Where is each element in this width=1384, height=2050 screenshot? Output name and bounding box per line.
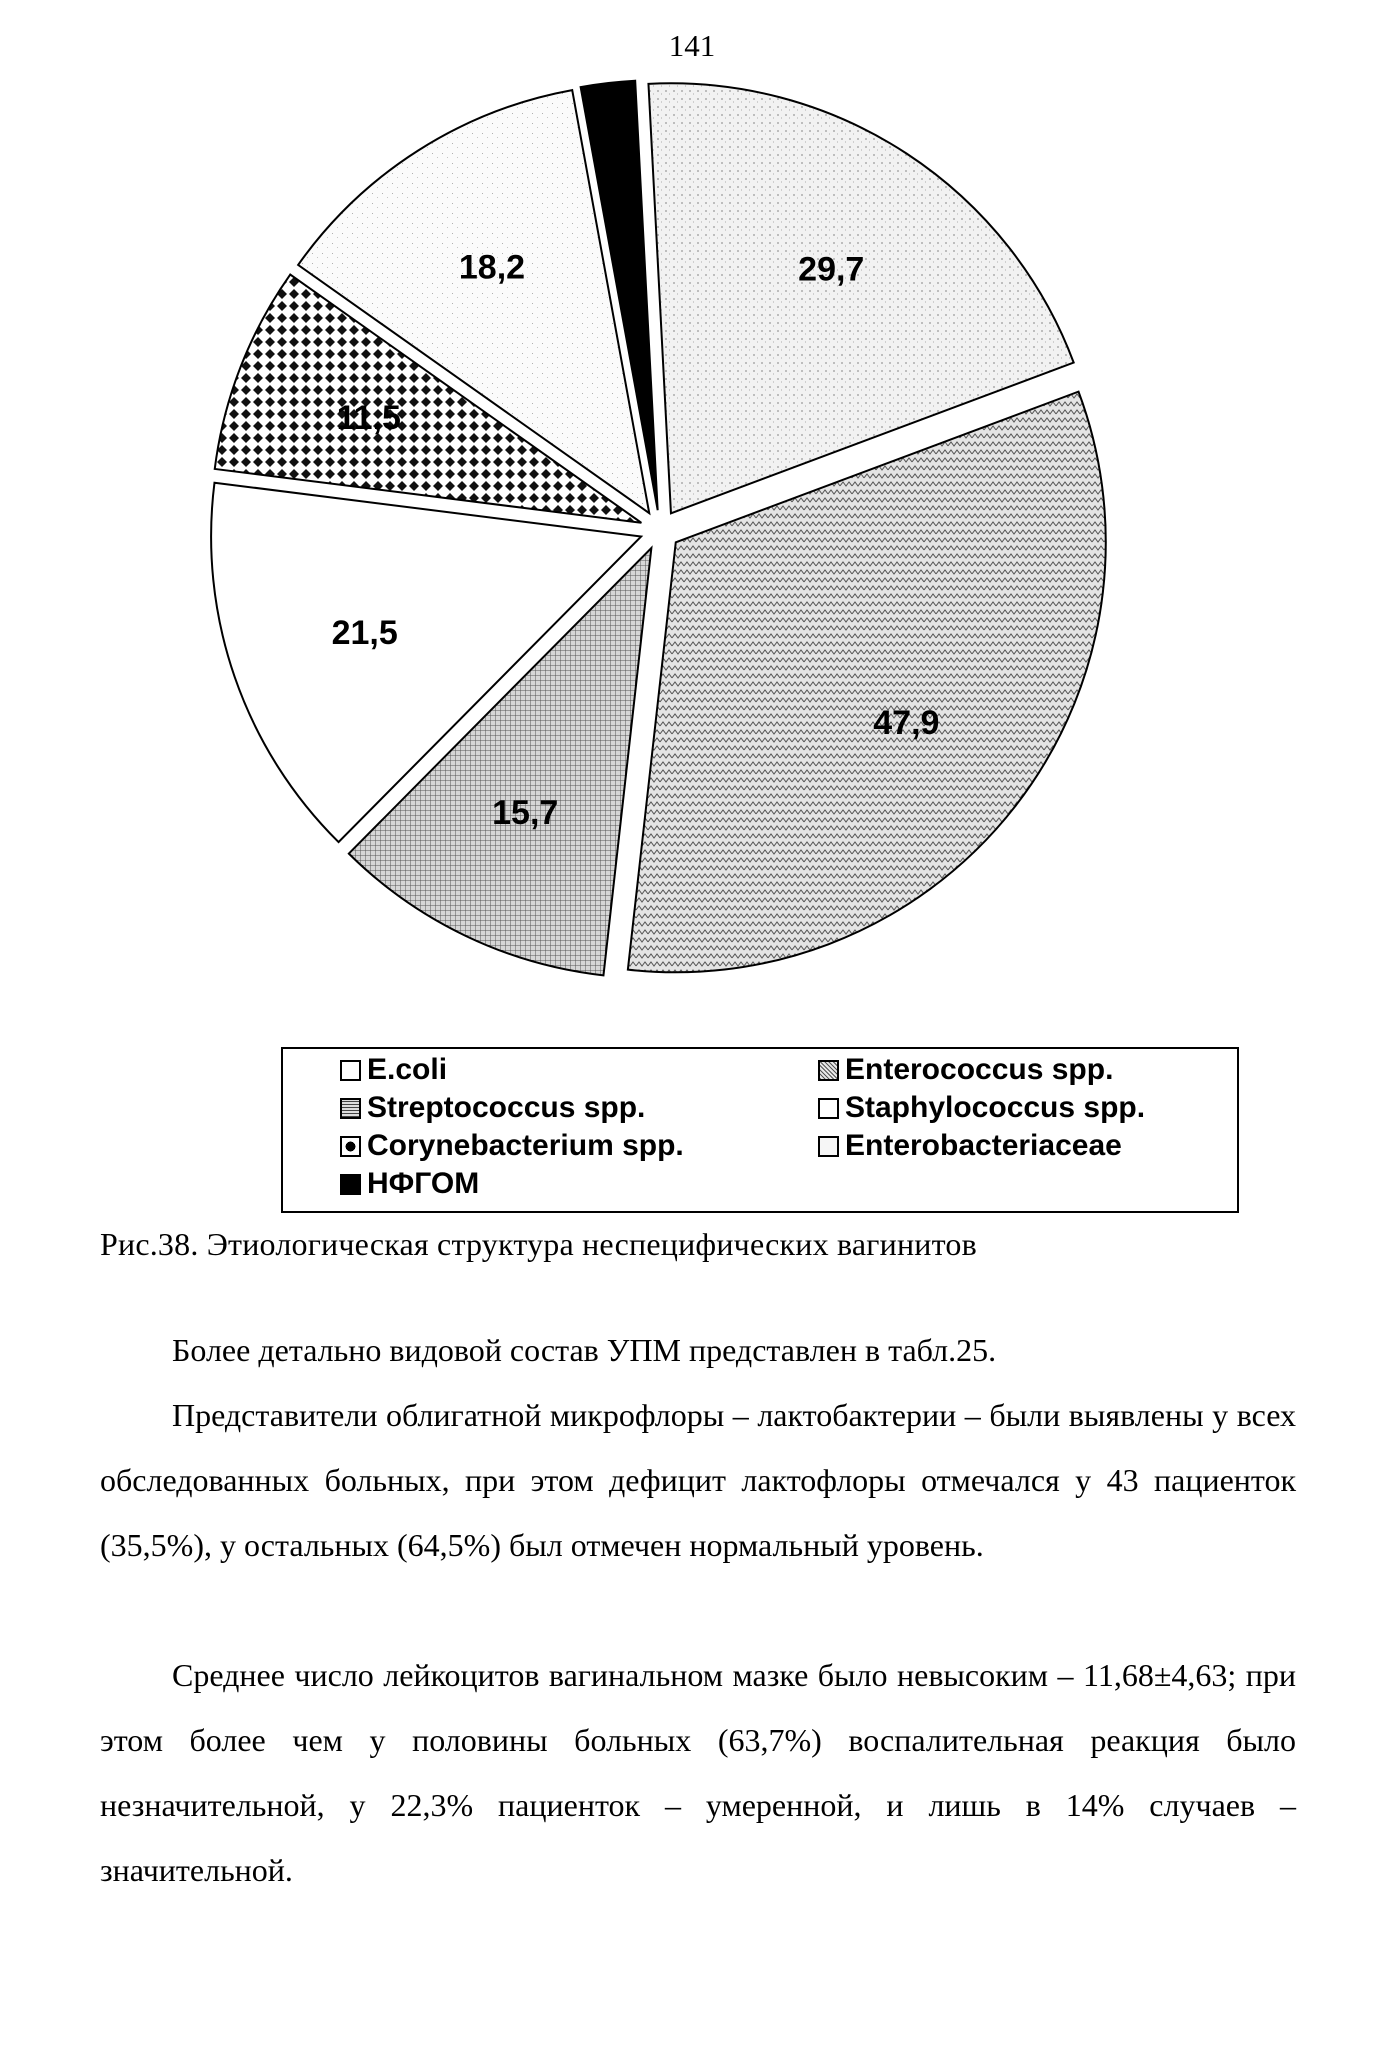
legend-swatch — [818, 1098, 839, 1119]
figure-caption: Рис.38. Этиологическая структура неспецифических вагинитов — [100, 1226, 977, 1262]
paragraph-2-text: Представители облигатной микрофлоры – лактобактерии – были выявлены у всех обследованных больных, при этом дефицит лактофлоры отмечался у 43 пациенток (35,5%), у остальных (64,5%) был отмечен нормальный уровень. — [100, 1397, 1296, 1563]
legend-swatch — [340, 1174, 361, 1195]
legend-item — [340, 1127, 684, 1165]
legend-label: Corynebacterium spp. — [367, 1129, 684, 1162]
legend-item — [340, 1051, 447, 1089]
pie-slice-label: 47,9 — [873, 704, 940, 743]
legend-label: Enterobacteriaceae — [845, 1129, 1122, 1162]
legend-swatch — [340, 1060, 361, 1081]
pie-slice-label: 29,7 — [798, 250, 865, 289]
pie-slice-label: 21,5 — [331, 613, 398, 652]
legend-item — [818, 1127, 1122, 1165]
legend-swatch — [340, 1136, 361, 1157]
legend-item — [340, 1165, 479, 1203]
paragraph-3-text: Среднее число лейкоцитов вагинальном мазке было невысоким – 11,68±4,63; при этом более чем у половины больных (63,7%) воспалительная реакция было незначительной, у 22,3% пациенток – умеренной, и лишь в 14% случаев – значительной. — [100, 1657, 1296, 1888]
legend-item — [340, 1089, 645, 1127]
pie-slice-label: 18,2 — [458, 248, 526, 287]
legend-label: НФГОМ — [367, 1167, 480, 1200]
legend-item — [818, 1089, 1145, 1127]
legend-item — [818, 1051, 1113, 1089]
legend-swatch — [818, 1136, 839, 1157]
pie-slice-label: 11,5 — [336, 398, 401, 437]
paragraph-2 — [100, 1383, 1296, 1578]
paragraph-3 — [100, 1643, 1296, 1903]
chart-legend — [281, 1047, 1239, 1213]
pie-slice-label: 15,7 — [492, 793, 559, 832]
page-number: 141 — [668, 28, 716, 63]
legend-label: Streptococcus spp. — [367, 1091, 646, 1124]
legend-swatch — [818, 1060, 839, 1081]
paragraph-1: Более детально видовой состав УПМ представлен в табл.25. — [172, 1332, 997, 1368]
legend-label: Staphylococcus spp. — [845, 1091, 1146, 1124]
legend-label: Enterococcus spp. — [845, 1053, 1114, 1086]
legend-label: E.coli — [367, 1053, 448, 1086]
legend-swatch — [340, 1098, 361, 1119]
